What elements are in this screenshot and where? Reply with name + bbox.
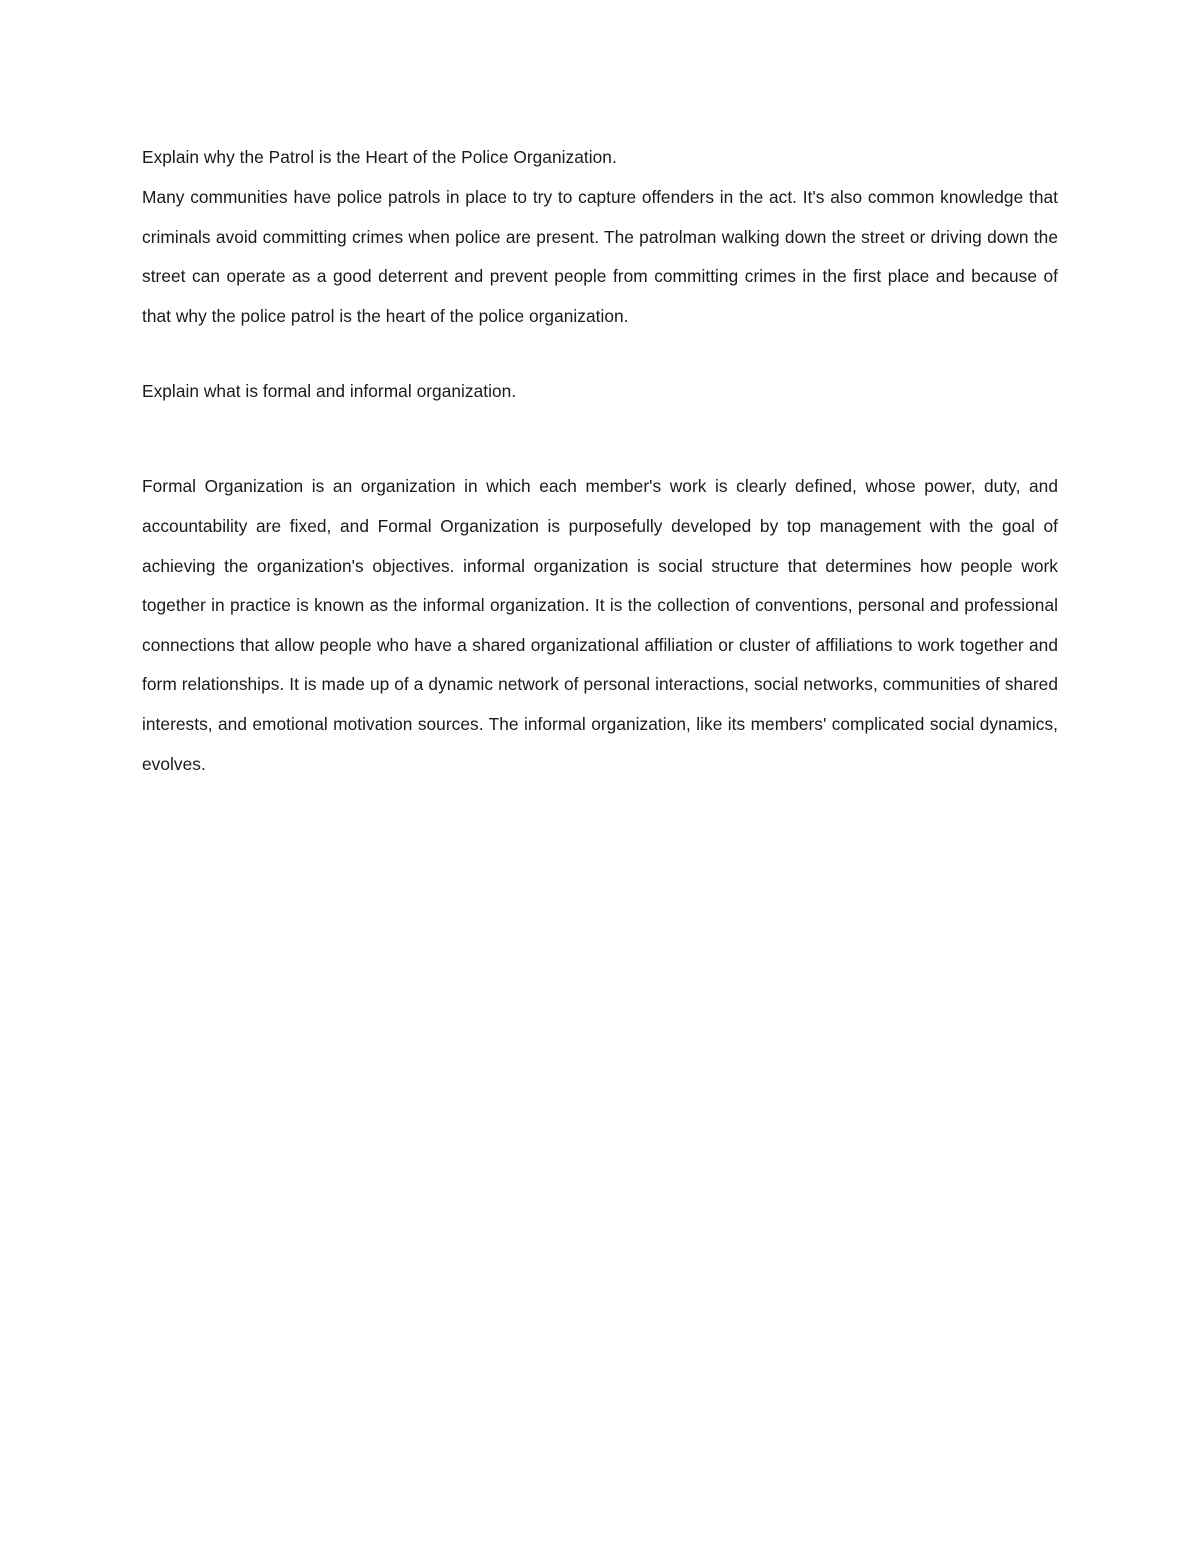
answer-paragraph-patrol: Many communities have police patrols in place to try to capture offenders in the act. It's also common knowledge that criminals avoid committing crimes when police are present. The patrolman walking down the street or driving down the street can operate as a good deterrent and prevent people from committing crimes in the first place and because of that why the police patrol is the heart of the police organization. bbox=[142, 187, 1058, 326]
question-heading-patrol: Explain why the Patrol is the Heart of the Police Organization. bbox=[142, 147, 617, 167]
answer-paragraph-organization: Formal Organization is an organization in which each member's work is clearly defined, whose power, duty, and accountability are fixed, and Formal Organization is purposefully developed by top management with the goal of achieving the organization's objectives. informal organization is social structure that determines how people work together in practice is known as the informal organization. It is the collection of conventions, personal and professional connections that allow people who have a shared organizational affiliation or cluster of affiliations to work together and form relationships. It is made up of a dynamic network of personal interactions, social networks, communities of shared interests, and emotional motivation sources. The informal organization, like its members' complicated social dynamics, evolves. bbox=[142, 476, 1058, 774]
document-body bbox=[142, 138, 1058, 784]
question-heading-organization: Explain what is formal and informal organization. bbox=[142, 381, 517, 402]
